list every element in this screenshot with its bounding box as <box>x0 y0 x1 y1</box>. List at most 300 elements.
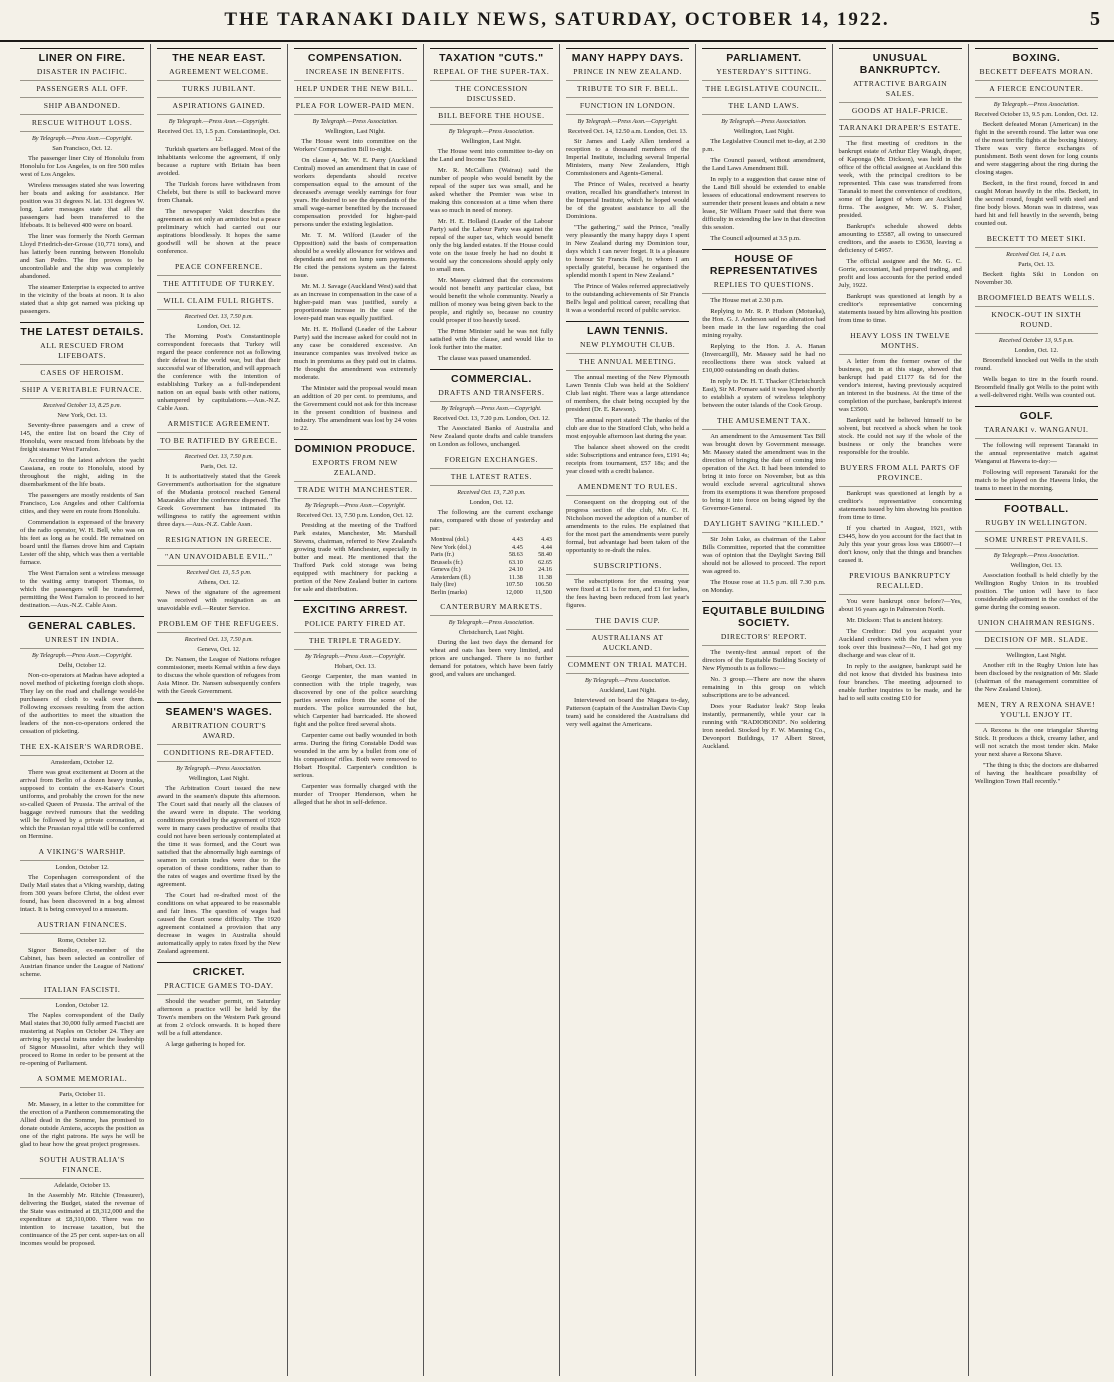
article <box>702 48 825 243</box>
body-paragraph: No. 3 group.—There are now the shares remaining in this group on which subscriptions are to be advanced. <box>702 676 826 699</box>
dateline: Geneva, Oct. 12. <box>197 646 241 653</box>
subheadline: SUBSCRIPTIONS. <box>566 561 689 575</box>
subheadline: MEN, TRY A REXONA SHAVE! YOU'LL ENJOY IT. <box>975 700 1098 724</box>
table-cell: 63.10 <box>508 558 523 566</box>
column-2 <box>150 44 286 1376</box>
column-8 <box>968 44 1104 1376</box>
subheadline: THE EX-KAISER'S WARDROBE. <box>20 742 144 756</box>
subheadline: BUYERS FROM ALL PARTS OF PROVINCE. <box>839 463 962 487</box>
body-paragraph: The Council passed, without amendment, the Land Laws Amendment Bill. <box>702 157 826 172</box>
subheadline: THE DAVIS CUP. <box>566 616 689 630</box>
body-paragraph: Another rift in the Rugby Union lute has been disclosed by the resignation of Mr. Slade (chairman of the management committee of the New Zealand Union). <box>974 662 1098 693</box>
subheadline: PREVIOUS BANKRUPTCY RECALLED. <box>839 571 962 595</box>
article <box>294 600 417 807</box>
subheadline: NEW PLYMOUTH CLUB. <box>566 340 689 354</box>
dateline: Received Oct. 13, 7.20 p.m. London, Oct. 12. <box>433 415 550 422</box>
body-paragraph: News of the signature of the agreement was received with resignation as an unavoidable evil.—Reuter Service. <box>157 589 281 612</box>
wire-credit: Received Oct. 13, 7.20 p.m. <box>457 489 526 496</box>
article <box>702 416 825 513</box>
wire-credit: Received Oct. 13, 7.50 p.m. <box>184 636 253 643</box>
article <box>157 419 280 529</box>
dateline: Athens, Oct. 12. <box>198 579 240 586</box>
dateline: Adelaide, October 13. <box>53 1182 111 1189</box>
table-row <box>430 574 553 582</box>
body-paragraph: It is authoritatively stated that the Greek Government's authorisation for the signature of the Mudania protocol reached General Mazarakis after the conference dispersed. The Greek Government has intimated its willingness to ratify the agreement within three days.—Aus.-N.Z. Cable Assn. <box>157 473 281 528</box>
body-paragraph: There was great excitement at Doorn at the arrival from Berlin of a dozen heavy trunks, supposed to contain the ex-Kaiser's Court uniforms, and probably the crown for the new so-called Queen of Prussia. The arrival of the baggage revived rumours that the wedding will be followed by a private coronation, at which the Prussian royal title will be conferred on Hermine. <box>20 769 145 840</box>
column-4 <box>423 44 559 1376</box>
headline: HOUSE OF REPRESENTATIVES <box>702 249 825 277</box>
headline: EXCITING ARREST. <box>294 600 417 616</box>
table-cell: New York (dol.) <box>430 543 471 551</box>
dateline: New York, Oct. 13. <box>57 412 107 419</box>
body-paragraph: The Naples correspondent of the Daily Mail states that 30,000 fully armed Fascisti are mustering at Naples on October 24. They are arriving by special trains under the leadership of Signor Mussolini, after which they will proceed to Rome in order to be present at the re-opening of Parliament. <box>20 1012 145 1067</box>
article <box>157 262 280 413</box>
body-paragraph: In the Assembly Mr. Ritchie (Treasurer), delivering the Budget, stated the revenue of the State was estimated at £8,312,000 and the expenditure at £8,310,000. There was no intention to increase taxation, but the continuance of the 25 per cent. super-tax on all incomes would be proposed. <box>20 1192 145 1247</box>
dateline: Paris, October 11. <box>59 1091 106 1098</box>
body-paragraph: During the last two days the demand for wheat and oats has been very limited, and prices are unchanged. There is no further demand for potatoes, which have been fairly good, and values are unchanged. <box>429 639 553 678</box>
body-paragraph: Sir John Luke, as chairman of the Labor Bills Committee, reported that the committee was of opinion that the Daylight Saving Bill should not be allowed to proceed. The report was agreed to. <box>702 536 826 575</box>
table-cell: 107.50 <box>505 581 523 588</box>
article <box>839 571 962 703</box>
table-row <box>430 551 553 559</box>
body-paragraph: The House rose at 11.5 p.m. till 7.30 p.m. on Monday. <box>702 579 826 594</box>
subheadline: RUGBY IN WELLINGTON. <box>975 518 1098 532</box>
subheadline: SHIP A VERITABLE FURNACE. <box>20 385 144 399</box>
body-paragraph: Bankrupt was questioned at length by a creditor's representative concerning statements issued by him allowing his position from time to time. <box>838 293 962 324</box>
headline: BOXING. <box>975 48 1098 64</box>
body-paragraph: Mr. M. J. Savage (Auckland West) said that as an increase in compensation in the case of a higher-paid man was justified, surely a proportionate increase in the case of the lower-paid man was equally justified. <box>293 283 417 322</box>
body-paragraph: If you charted in August, 1921, with £3445, how do you account for the fact that in July this year your gross loss was £8600?—I don't know, only that the things and branches caused it. <box>838 525 962 564</box>
article <box>566 48 689 315</box>
body-paragraph: Beckett defeated Moran (American) in the fight in the seventh round. The latter was one of the most terrific fights at the boxing history. There was very fierce exchanges of punishment. Both went down for long counts and were staggering about the ring during the closing stages. <box>974 121 1098 176</box>
wire-credit: By Telegraph.—Press Association. <box>312 118 398 125</box>
table-cell: Berlin (marks) <box>430 588 468 596</box>
headline: COMMERCIAL. <box>430 369 553 385</box>
body-paragraph: The passenger liner City of Honolulu from Honolulu for Los Angeles, is on fire 500 miles west of Los Angeles. <box>20 155 145 178</box>
wire-credit: Received Oct. 13, 7.50 p.m. <box>184 453 253 460</box>
body-paragraph: A letter from the former owner of the business, put in at this stage, showed that bankrupt had paid £1177 6s 6d for the vendor's interest, having previously acquired an interest in the business. At the time of the completion of the purchase, bankrupt's interest was £3500. <box>838 358 962 413</box>
article <box>839 331 962 457</box>
subheadline: PRINCE IN NEW ZEALAND. <box>566 67 689 81</box>
body-paragraph: Seventy-three passengers and a crew of 145, the entire list on board the City of Honolulu, were rescued from lifeboats by the freight steamer West Farralon. <box>20 422 145 453</box>
wire-credit: By Telegraph.—Press Association. <box>993 552 1080 559</box>
dateline: Wellington, Last Night. <box>461 138 522 145</box>
body-paragraph: Sir James and Lady Allen tendered a reception to a thousand members of the Imperial Institute, including several Imperial Ministers, many New Zealanders, High Commissioners and Agents-General. <box>566 138 690 177</box>
dateline: Wellington, Last Night. <box>1006 652 1067 659</box>
body-paragraph: The subscriptions for the ensuing year were fixed at £1 1s for men, and £1 for ladies, the fees having been reduced from last year's figures. <box>566 578 690 609</box>
subheadline: CANTERBURY MARKETS. <box>430 602 553 616</box>
wire-credit: By Telegraph.—Press Association. <box>176 765 262 772</box>
dateline: Paris, Oct. 12. <box>200 463 238 470</box>
body-paragraph: The liner was formerly the North German Lloyd Friedrich-der-Grosse (10,771 tons), and has latterly been running between Honolulu and San Pedro. The fire proves to be uncontrollable and the ship was completely abandoned. <box>20 233 145 280</box>
body-paragraph: Carpenter was formally charged with the murder of Trooper Henderson, when he alleged that he shot in self-defence. <box>293 783 417 806</box>
subheadline: RESIGNATION IN GREECE. <box>157 535 280 549</box>
subheadline: CASES OF HEROISM. <box>20 368 144 382</box>
dateline: Received Oct. 14, 12.50 a.m. London, Oct. 13. <box>567 128 688 135</box>
body-paragraph: The official assignee and the Mr. G. C. Gorrie, accountant, had prepared trading, and profit and loss accounts for the period ended July, 1922. <box>838 258 962 289</box>
headline: GOLF. <box>975 406 1098 422</box>
table-row <box>430 589 553 597</box>
subheadline: WILL CLAIM FULL RIGHTS. <box>157 296 280 310</box>
body-paragraph: "The gathering," said the Prince, "really very pleasantly the many happy days I spent in New Zealand during my Dominion tour, days which I can never forget. It is a pleasure to honour Sir Francis Bell, to whom I am specially grateful, because he organised the splendid month I spent in New Zealand." <box>566 224 690 279</box>
article <box>294 48 417 433</box>
wire-credit: By Telegraph.—Press Assn.—Copyright. <box>304 653 406 660</box>
body-paragraph: The Prince of Wales referred appreciatively to the outstanding achievements of Sir Francis Bell's legal and political career, recalling that it was a wonderful record of public service. <box>566 283 690 314</box>
subheadline: AUSTRALIANS AT AUCKLAND. <box>566 633 689 657</box>
article <box>975 700 1098 786</box>
wire-credit: By Telegraph.—Press Assn.—Copyright. <box>577 118 678 125</box>
body-paragraph: Replying to Mr. R. P. Hudson (Motueka), the Hon. G. J. Anderson said no alteration had been made in the law regarding the coal mining royalty. <box>702 308 826 339</box>
dateline: London, Oct. 12. <box>469 499 514 506</box>
table-cell: Amsterdam (fl.) <box>430 573 471 581</box>
table-row <box>430 536 553 544</box>
subheadline: PASSENGERS ALL OFF. <box>20 84 144 98</box>
subheadline: SOME UNREST PREVAILS. <box>975 535 1098 549</box>
subheadline: THE ATTITUDE OF TURKEY. <box>157 279 280 293</box>
headline: GENERAL CABLES. <box>20 616 144 632</box>
body-paragraph: Mr. Massey, in a letter to the committee for the erection of a Pantheon commemorating the Allied dead in the Somme, has promised to donate outside Amiens, accepts the position as one of the right patrons. He says he will be glad to hear how the great project progresses. <box>20 1101 145 1148</box>
dateline: Received October 13, 9.5 p.m. London, Oct. 12. <box>974 111 1098 118</box>
page-columns <box>14 44 1104 1376</box>
dateline: Wellington, Last Night. <box>188 775 249 782</box>
table-cell: Brussels (fr.) <box>430 558 463 566</box>
headline: EQUITABLE BUILDING SOCIETY. <box>702 601 825 629</box>
article <box>157 619 280 696</box>
dateline: Christchurch, Last Night. <box>458 629 524 636</box>
body-paragraph: The following will represent Taranaki in the annual representative match against Wanganui at Hawera to-day:— <box>974 442 1098 465</box>
body-paragraph: Beckett fights Siki in London on November 30. <box>974 271 1098 286</box>
article <box>975 48 1098 228</box>
body-paragraph: The Council adjourned at 3.5 p.m. <box>710 235 801 242</box>
article <box>20 920 144 979</box>
article <box>702 519 825 595</box>
body-paragraph: Carpenter came out badly wounded in both arms. During the firing Constable Dodd was wounded in the arm by a bullet from one of his companions' rifles. Both were removed to Hobart Hospital. Carpenter's condition is serious. <box>293 732 417 779</box>
dateline: Auckland, Last Night. <box>599 687 657 694</box>
body-paragraph: Bankrupt said he believed himself to be solvent, but received a shock when he took stock. He could not say if the whole of the business or only the branches were responsible for the trouble. <box>838 417 962 456</box>
dateline: Wellington, Last Night. <box>733 128 794 135</box>
body-paragraph: The Copenhagen correspondent of the Daily Mail states that a Viking warship, dating from 300 years before Christ, the oldest ever found, has been discovered in a bog almost intact. It is being conveyed to a museum. <box>20 874 145 913</box>
body-paragraph: The annual meeting of the New Plymouth Lawn Tennis Club was held at the Soldiers' Club last night. There was a large attendance of members, the chair being occupied by the president (Dr. E. Rawson). <box>566 374 690 413</box>
body-paragraph: The Associated Banks of Australia and New Zealand quote drafts and cable transfers on London as follows, unchanged. <box>429 425 553 448</box>
article <box>702 249 825 410</box>
subheadline: THE LEGISLATIVE COUNCIL. <box>702 84 825 98</box>
table-row <box>430 559 553 567</box>
headline: THE LATEST DETAILS. <box>20 322 144 338</box>
body-paragraph: The Turkish forces have withdrawn from Chelebi, but there is still to backward move from Chanak. <box>157 181 281 204</box>
subheadline: TARANAKI v. WANGANUI. <box>975 425 1098 439</box>
subheadline: REPLIES TO QUESTIONS. <box>702 280 825 294</box>
body-paragraph: Interviewed on board the Niagara to-day, Patterson (captain of the Australian Davis Cup team) said he considered the Australians did very well against the Americans. <box>566 697 690 728</box>
exchange-rates-table <box>430 536 553 596</box>
subheadline: FOREIGN EXCHANGES. <box>430 455 553 469</box>
subheadline: PEACE CONFERENCE. <box>157 262 280 276</box>
article <box>157 535 280 613</box>
body-paragraph: Turkish quarters are beflagged. Most of the inhabitants welcome the agreement, if only because a rupture with Britain has been avoided. <box>157 146 281 177</box>
column-7 <box>832 44 968 1376</box>
column-3 <box>287 44 423 1376</box>
wire-credit: By Telegraph.—Press Assn.—Copyright. <box>31 652 133 659</box>
subheadline: ARBITRATION COURT'S AWARD. <box>157 721 280 745</box>
table-cell: 11.38 <box>538 573 552 581</box>
body-paragraph: A large gathering is hoped for. <box>165 1041 246 1048</box>
subheadline: GOODS AT HALF-PRICE. <box>839 106 962 120</box>
table-row <box>430 581 553 589</box>
body-paragraph: Wells began to tire in the fourth round. Broomfield finally got Wells to the point with a well-delivered right. Wells was counted out. <box>974 376 1098 399</box>
subheadline: FUNCTION IN LONDON. <box>566 101 689 115</box>
table-cell: 24.10 <box>508 566 523 573</box>
headline: THE NEAR EAST. <box>157 48 280 64</box>
table-cell: 24.16 <box>538 566 552 573</box>
subheadline: PRACTICE GAMES TO-DAY. <box>157 981 280 995</box>
article <box>975 406 1098 493</box>
subheadline: ATTRACTIVE BARGAIN SALES. <box>839 79 962 103</box>
body-paragraph: Beckett, in the first round, forced in and caught Moran heavily in the ribs. Beckett, in the second round, fought well with steel and fine body blows. Moran was in distress, was hard hit and fell heavily in the seventh, being counted out. <box>974 180 1098 227</box>
subheadline: EXPORTS FROM NEW ZEALAND. <box>294 458 417 482</box>
masthead <box>0 0 1114 42</box>
subheadline: A FIERCE ENCOUNTER. <box>975 84 1098 98</box>
subheadline: THE AMUSEMENT TAX. <box>702 416 825 430</box>
dateline: Paris, Oct. 13. <box>1018 261 1055 268</box>
subheadline: DIRECTORS' REPORT. <box>702 632 825 646</box>
body-paragraph: Broomfield knocked out Wells in the sixth round. <box>974 357 1098 372</box>
subheadline: AGREEMENT WELCOME. <box>157 67 280 81</box>
body-paragraph: The newspaper Vakit describes the agreement as not only an armistice but a peace preliminary which had carried out our aspirations bloodlessly. It hopes the same goodwill will be shown at the peace conference. <box>157 208 281 255</box>
subheadline: INCREASE IN BENEFITS. <box>294 67 417 81</box>
body-paragraph: Consequent on the dropping out of the progress section of the club, Mr. C. H. Nicholson moved the adoption of a number of amendments to the rules. He explained that for the most part the amendments were purely formal, but advantage had been taken of the opportunity to re-draft the rules. <box>566 499 690 554</box>
subheadline: HEAVY LOSS IN TWELVE MONTHS. <box>839 331 962 355</box>
body-paragraph: The Creditor: Did you acquaint your Auckland creditors with the fact when you took over this business?—No, I had got my discharge and was clear of it. <box>838 628 962 659</box>
body-paragraph: Association football is held chiefly by the Wellington Rugby Union in its troubled position. The union will have to face considerable adjustment in the conduct of the game during the coming season. <box>974 572 1098 611</box>
body-paragraph: The clause was passed unamended. <box>437 355 531 362</box>
body-paragraph: The Prime Minister said he was not fully satisfied with the clause, and would like to look further into the matter. <box>429 328 553 351</box>
headline: PARLIAMENT. <box>702 48 825 64</box>
subheadline: PLEA FOR LOWER-PAID MEN. <box>294 101 417 115</box>
article <box>975 499 1098 612</box>
subheadline: POLICE PARTY FIRED AT. <box>294 619 417 633</box>
subheadline: THE LAND LAWS. <box>702 101 825 115</box>
article <box>430 455 553 596</box>
subheadline: BECKETT TO MEET SIKI. <box>975 234 1098 248</box>
newspaper-title: THE TARANAKI DAILY NEWS, SATURDAY, OCTOBER 14, 1922. <box>224 9 890 30</box>
dateline: London, October 12. <box>55 1002 109 1009</box>
wire-credit: By Telegraph.—Press Association. <box>993 101 1080 108</box>
wire-credit: Received Oct. 14, 1 a.m. <box>1006 251 1067 258</box>
table-row <box>430 544 553 552</box>
subheadline: PROBLEM OF THE REFUGEES. <box>157 619 280 633</box>
subheadline: "AN UNAVOIDABLE EVIL." <box>157 552 280 566</box>
headline: UNUSUAL BANKRUPTCY. <box>839 48 962 76</box>
body-paragraph: Commendation is expressed of the bravery of the radio operator, W. H. Bell, who was on his feet as long as he could. He remained on board until the flames drove him and Captain Lester off the ship, which was then a veritable furnace. <box>20 519 145 566</box>
headline: COMPENSATION. <box>294 48 417 64</box>
headline: SEAMEN'S WAGES. <box>157 702 280 718</box>
subheadline: ARMISTICE AGREEMENT. <box>157 419 280 433</box>
article <box>839 463 962 565</box>
table-cell: 4.45 <box>511 543 523 551</box>
body-paragraph: George Carpenter, the man wanted in connection with the triple tragedy, was discovered by one of the police searching parties seven miles from the scene of the murders. The police surrounded the hut, which Carpenter had barricaded. He showed fight and the police fired several shots. <box>293 673 417 728</box>
body-paragraph: Should the weather permit, on Saturday afternoon a practice will be held by the Town's members on the Western Park ground at from 2 o'clock onwards. It is hoped there will be a full attendance. <box>157 998 281 1037</box>
body-paragraph: The House met at 2.30 p.m. <box>710 297 784 304</box>
subheadline: A SOMME MEMORIAL. <box>20 1074 144 1088</box>
table-cell: 106.50 <box>534 581 552 588</box>
body-paragraph: Does your Radiator leak? Stop leaks instantly, permanently, while your car is running with "RADIOBOND". No soldering iron needed. Stocked by F. W. Manning Co., Devonport Buildings, 17 Albert Street, Auckland. <box>702 703 826 750</box>
dateline: London, October 12. <box>55 864 109 871</box>
wire-credit: By Telegraph.—Press Assn.—Copyright. <box>168 118 270 125</box>
subheadline: REPEAL OF THE SUPER-TAX. <box>430 67 553 81</box>
dateline: Rome, October 12. <box>57 937 107 944</box>
article <box>20 1155 144 1248</box>
wire-credit: By Telegraph.—Press Association. <box>448 128 535 135</box>
subheadline: TRADE WITH MANCHESTER. <box>294 485 417 499</box>
subheadline: AMENDMENT TO RULES. <box>566 482 689 496</box>
subheadline: DRAFTS AND TRANSFERS. <box>430 388 553 402</box>
body-paragraph: The first meeting of creditors in the bankrupt estate of Arthur Eley Waugh, draper, of Kaponga (Mr. Dickson), was held in the office of the official assignee at Auckland this week, with the principal creditors to be represented. This case was transferred from Taranaki to meet the convenience of creditors, some of the largest of whom are Auckland firms. The assignee, Mr. W. S. Fisher, presided. <box>838 140 962 219</box>
body-paragraph: Mr. Massey claimed that the concessions would not benefit any particular class, but would benefit the whole community. Nearly a million of money was being given back to the people, and rightly so, because no country could prosper if too heavily taxed. <box>429 277 553 324</box>
subheadline: YESTERDAY'S SITTING. <box>702 67 825 81</box>
body-paragraph: The Court had re-drafted most of the conditions on what appeared to be reasonable and fair lines. The question of wages had caused the Court some difficulty. The 1920 agreement contained a provision that any decrease in wages in Australia should automatically apply to rates fixed by the New Zealand agreement. <box>157 892 281 955</box>
dateline: Amsterdam, October 12. <box>50 759 114 766</box>
wire-credit: Received October 13, 9.5 p.m. <box>998 337 1074 344</box>
column-6 <box>695 44 831 1376</box>
article <box>157 48 280 256</box>
table-cell: 58.40 <box>538 551 552 558</box>
table-cell: Geneva (fr.) <box>430 566 461 573</box>
subheadline: TARANAKI DRAPER'S ESTATE. <box>839 123 962 137</box>
dateline: London, Oct. 12. <box>1014 347 1059 354</box>
article <box>566 561 689 610</box>
article <box>975 234 1098 287</box>
table-cell: 11.38 <box>509 573 523 581</box>
body-paragraph: You were bankrupt once before?—Yes, about 16 years ago in Palmerston North. <box>838 598 962 613</box>
body-paragraph: The Legislative Council met to-day, at 2.30 p.m. <box>702 138 826 153</box>
subheadline: KNOCK-OUT IN SIXTH ROUND. <box>975 310 1098 334</box>
table-cell: Montreal (dol.) <box>430 536 469 543</box>
table-cell: 58.63 <box>508 551 523 558</box>
body-paragraph: On clause 4, Mr. W. E. Parry (Auckland Central) moved an amendment that in case of workers dependants should receive compensation equal to the amount of the deceased's average weekly earnings for four years. He desired to see the dependants of the small wage-earner benefited by the increased compensation provided for higher-paid persons under the existing legislation. <box>293 157 417 228</box>
table-cell: 4.44 <box>541 543 552 551</box>
article <box>839 48 962 325</box>
dateline: San Francisco, Oct. 12. <box>52 145 112 152</box>
body-paragraph: Mr. T. M. Wilford (Leader of the Opposition) said the basis of compensation should be a weekly allowance for widows and dependants and not on lump sum payments. He cited the pensions system as the fairest issue. <box>293 232 417 279</box>
body-paragraph: Signor Benedice, ex-member of the Cabinet, has been selected as controller of Austrian finance under the League of Nations' scheme. <box>20 947 145 978</box>
body-paragraph: The Morning Post's Constantinople correspondent forecasts that Turkey will regard the peace conference not as following their defeat in the world war, but that their successful war of liberation, and will approach the conference with the intention of establishing Turkey as a full-independent nation on an equal basis with other nations, unhampered by capitulations.—Aus.-N.Z. Cable Assn. <box>157 333 281 412</box>
body-paragraph: The twenty-first annual report of the directors of the Equitable Building Society of New Plymouth is as follows:— <box>702 649 826 672</box>
article <box>975 293 1098 400</box>
subheadline: TRIBUTE TO SIR F. BELL. <box>566 84 689 98</box>
subheadline: BROOMFIELD BEATS WELLS. <box>975 293 1098 307</box>
wire-credit: By Telegraph.—Press Assn.—Copyright. <box>31 135 133 142</box>
dateline: Received Oct. 13, 1.5 p.m. Constantinople, Oct. 12. <box>157 128 281 143</box>
body-paragraph: The steamer Enterprise is expected to arrive in the vicinity of the boats at noon. It is also stated that a ship got named was picking up passengers. <box>20 284 145 315</box>
body-paragraph: The annual report stated: The thanks of the club are due to the Stratford Club, who held a most enjoyable afternoon last during the year. <box>566 417 690 440</box>
headline: DOMINION PRODUCE. <box>294 439 417 455</box>
article <box>975 618 1098 694</box>
table-cell: 62.65 <box>538 558 552 566</box>
article <box>430 602 553 679</box>
subheadline: CONDITIONS RE-DRAFTED. <box>157 748 280 762</box>
body-paragraph: Wireless messages stated she was lowering her boats and asking for assistance. Her position was 31 degrees N. lat. 131 degrees W. long. Later messages state that all the passengers had been transferred to the lifeboats. It is believed 400 were on board. <box>20 182 145 229</box>
subheadline: THE ANNUAL MEETING. <box>566 357 689 371</box>
body-paragraph: A Rexona is the one triangular Shaving Stick. It produces a thick, creamy lather, and will not scratch the most tender skin. Make your next shave a Rexona Shave. <box>974 727 1098 758</box>
subheadline: UNREST IN INDIA. <box>20 635 144 649</box>
subheadline: AUSTRIAN FINANCES. <box>20 920 144 934</box>
page-number: 5 <box>1090 8 1100 30</box>
wire-credit: By Telegraph.—Press Association. <box>584 677 671 684</box>
table-cell: 4.43 <box>511 536 523 543</box>
subheadline: UNION CHAIRMAN RESIGNS. <box>975 618 1098 632</box>
body-paragraph: Mr. R. McCallum (Wairau) said the number of people who would benefit by the repeal of the super tax was small, and he asked whether the Premier was wise in making this concession at a time when there was so much in need of money. <box>429 167 553 214</box>
body-paragraph: The Prince of Wales, received a hearty ovation, recalled his grandfather's interest in the Imperial Institute, which he hoped would be of the greatest assistance to all the Dominions. <box>566 181 690 220</box>
body-paragraph: Mr. Dickson: That is ancient history. <box>846 617 943 624</box>
article <box>20 742 144 841</box>
dateline: London, Oct. 12. <box>197 323 241 330</box>
table-cell: 11,500 <box>535 588 552 596</box>
body-paragraph: The passengers are mostly residents of San Francisco, Los Angeles and other California cities, and they were en route from Honolulu. <box>20 492 145 515</box>
subheadline: TURKS JUBILANT. <box>157 84 280 98</box>
wire-credit: Received Oct. 13, 7.50 p.m. <box>184 313 253 320</box>
dateline: Wellington, Last Night. <box>325 128 386 135</box>
body-paragraph: The West Farralon sent a wireless message to the waiting army transport Thomas, to which the passengers will be transferred, permitting the West Farralon to proceed to her destination.—Aus.-N.Z. Cable Assn. <box>20 570 145 609</box>
wire-credit: By Telegraph.—Press Assn.—Copyright. <box>441 405 542 412</box>
body-paragraph: Following will represent Taranaki for the match to be played on the Hawera links, the teams to meet in the morning. <box>974 469 1098 492</box>
subheadline: DECISION OF MR. SLADE. <box>975 635 1098 649</box>
article <box>157 702 280 956</box>
subheadline: THE TRIPLE TRAGEDY. <box>294 636 417 650</box>
body-paragraph: According to the latest advices the yacht Cassiana, en route to Honolulu, stood by throughout the night, aiding in the disembarkment of the life boats. <box>20 457 145 488</box>
body-paragraph: The balance sheet showed on the credit side: Subscriptions and entrance fees, £191 4s; receipts from tournament, £57 18s; and the year closed with a credit balance. <box>566 444 690 475</box>
article <box>157 962 280 1049</box>
wire-credit: By Telegraph.—Press Association. <box>721 118 807 125</box>
body-paragraph: Mr. H. E. Holland (Leader of the Labour Party) said the Labour Party was against the repeal of the super tax, which would benefit only the big landed estates. If the House could vote on the issue freely he had no doubt it would say the concessions should apply only to small men. <box>429 218 553 273</box>
article <box>566 616 689 729</box>
body-paragraph: An amendment to the Amusement Tax Bill was brought down by Government message. Mr. Massey stated the amendment was in the direction of bringing the date of coming into operation of the Act. It had been intended to bring it into force on November, but as this would exclude several agricultural shows from its exemptions it was therefore proposed to bring it into force on being signed by the Governor-General. <box>702 433 826 512</box>
subheadline: SHIP ABANDONED. <box>20 101 144 115</box>
body-paragraph: Dr. Nansen, the League of Nations refugee commissioner, meets Kemal within a few days to discuss the whole question of refugees from Asia Minor. Dr. Nansen subsequently confers with the Greek Government. <box>157 656 281 695</box>
subheadline: THE CONCESSION DISCUSSED. <box>430 84 553 108</box>
body-paragraph: The House went into committee on the Workers' Compensation Bill to-night. <box>293 138 417 153</box>
body-paragraph: Replying to the Hon. J. A. Hanan (Invercargill), Mr. Massey said he had no recollections there was stock valued at £10,000 outstanding on death duties. <box>702 343 826 374</box>
wire-credit: Received October 13, 8.25 p.m. <box>43 402 122 409</box>
body-paragraph: In reply to a suggestion that cause nine of the Land Bill should be extended to enable lessees of educational endowment reserves to surrender their present leases and obtain a new lease, Sir William Fraser said that there was difficulty in extending the law in that direction this session. <box>702 176 826 231</box>
subheadline: ALL RESCUED FROM LIFEBOATS. <box>20 341 144 365</box>
dateline: Hobart, Oct. 13. <box>334 663 376 670</box>
article <box>702 601 825 751</box>
article <box>20 48 144 316</box>
body-paragraph: Mr. H. E. Holland (Leader of the Labour Party) said the increase asked for could not in any case be considered excessive. An insurance companies was involved twice as much in premiums as they paid out in claims. He thought the amendment was extremely moderate. <box>293 326 417 381</box>
body-paragraph: Non-co-operators at Madras have adopted a novel method of picketing foreign cloth shops. They lay on the road and challenge would-be purchasers of cloth to walk over them. Following excesses resulting from the action of the authorities to meet the situation the leaders of the non-co-operators ordered the cessation of picketing. <box>20 672 145 735</box>
dateline: Received Oct. 13, 7.50 p.m. London, Oct. 12. <box>296 512 414 519</box>
subheadline: DAYLIGHT SAVING "KILLED." <box>702 519 825 533</box>
headline: FOOTBALL. <box>975 499 1098 515</box>
subheadline: BECKETT DEFEATS MORAN. <box>975 67 1098 81</box>
body-paragraph: Bankrupt's schedule showed debts amounting to £5587, all owing to unsecured creditors, and the assets to £3630, leaving a deficiency of £4957. <box>838 223 962 254</box>
article <box>20 322 144 610</box>
body-paragraph: The Arbitration Court issued the new award in the seamen's dispute this afternoon. The Court said that nearly all the clauses of the award were in dispute. The working conditions provided by the agreement of 1920 were in many cases productive of results that could not have been seriously contemplated at the time it was formed, and the Court was satisfied that the abnormally high earnings of seamen in certain trades were due to the operation of these conditions, rather than to the rates of wages and overtime fixed by the agreement. <box>157 785 281 888</box>
article <box>20 985 144 1068</box>
headline: MANY HAPPY DAYS. <box>566 48 689 64</box>
body-paragraph: The following are the current exchange rates, compared with those of yesterday and par: <box>429 509 553 532</box>
body-paragraph: The House went into committee to-day on the Land and Income Tax Bill. <box>429 148 553 163</box>
table-cell: Paris (fr.) <box>430 551 455 558</box>
subheadline: ITALIAN FASCISTI. <box>20 985 144 999</box>
dateline: Wellington, Oct. 13. <box>1010 562 1063 569</box>
body-paragraph: The Minister said the proposal would mean an addition of 20 per cent. to premiums, and the Government could not ask for this increase in the present condition of business and industry. The amendment was lost by 24 votes to 22. <box>293 385 417 432</box>
dateline: Delhi, October 12. <box>58 662 106 669</box>
table-cell: 4.43 <box>541 536 552 543</box>
subheadline: TO BE RATIFIED BY GREECE. <box>157 436 280 450</box>
subheadline: DISASTER IN PACIFIC. <box>20 67 144 81</box>
headline: CRICKET. <box>157 962 280 978</box>
subheadline: SOUTH AUSTRALIA'S FINANCE. <box>20 1155 144 1179</box>
